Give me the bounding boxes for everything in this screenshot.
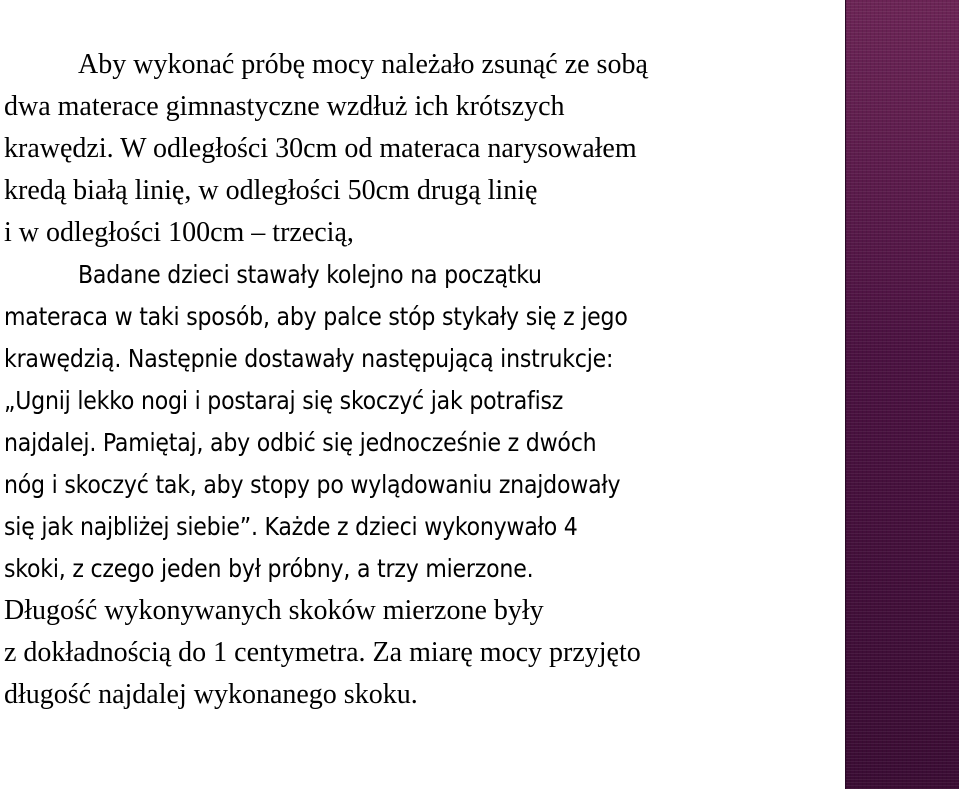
text-line: z dokładnością do 1 centymetra. Za miarę mocy przyjęto: [4, 637, 641, 668]
text-line: najdalej. Pamiętaj, aby odbić się jednocześnie z dwóch: [4, 428, 597, 457]
text-line: dwa materace gimnastyczne wzdłuż ich krótszych: [4, 91, 565, 122]
text-line: Długość wykonywanych skoków mierzone były: [4, 595, 544, 626]
text-line: skoki, z czego jeden był próbny, a trzy mierzone.: [4, 554, 534, 583]
text-line: kredą białą linię, w odległości 50cm drugą linię: [4, 175, 538, 206]
paragraph-serif: [4, 44, 834, 254]
text-line: Badane dzieci stawały kolejno na początku: [78, 260, 542, 289]
text-line: materaca w taki sposób, aby palce stóp stykały się z jego: [4, 302, 628, 331]
slide-text-body: [4, 44, 834, 716]
text-line: krawędzi. W odległości 30cm od materaca narysowałem: [4, 133, 637, 164]
text-line: nóg i skoczyć tak, aby stopy po wylądowaniu znajdowały: [4, 470, 621, 499]
text-line: Aby wykonać próbę mocy należało zsunąć ze sobą: [78, 49, 648, 80]
text-line: się jak najbliżej siebie”. Każde z dzieci wykonywało 4: [4, 512, 578, 541]
text-line: długość najdalej wykonanego skoku.: [4, 679, 418, 710]
paragraph-sans: [4, 254, 834, 716]
decorative-sidebar: [846, 0, 959, 789]
text-line: krawędzią. Następnie dostawały następującą instrukcje:: [4, 344, 614, 373]
text-line: „Ugnij lekko nogi i postaraj się skoczyć jak potrafisz: [4, 386, 564, 415]
text-line: i w odległości 100cm – trzecią,: [4, 217, 354, 248]
